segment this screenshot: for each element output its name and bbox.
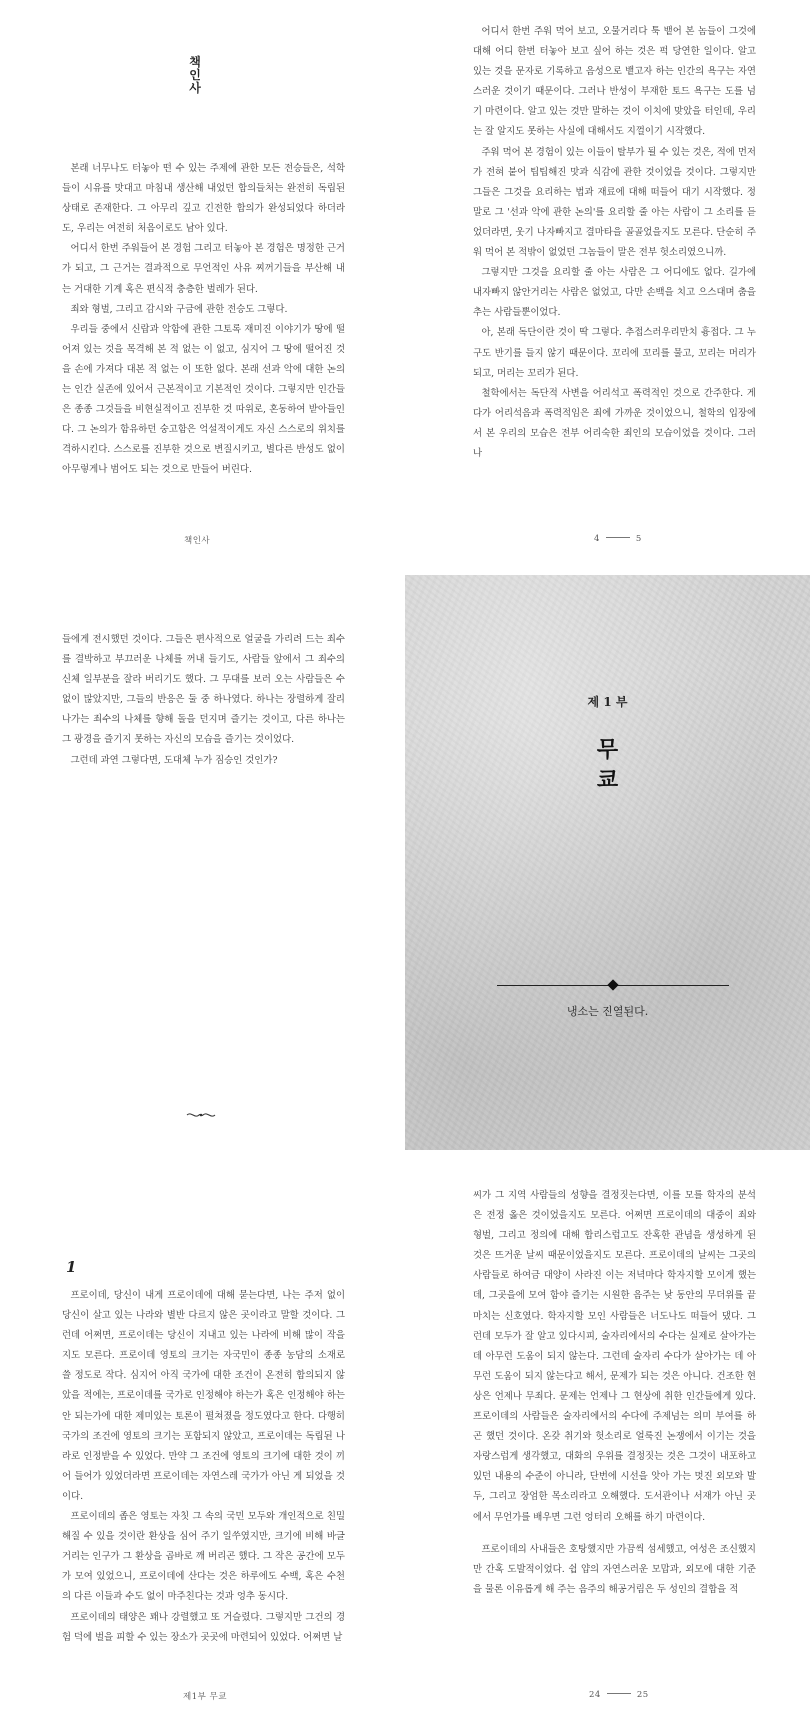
paragraph: 죄와 형벌, 그리고 감시와 구금에 관한 전승도 그렇다. xyxy=(70,303,288,315)
paragraph: 우리들 중에서 신랍과 악함에 관한 그토록 재미진 이야기가 땅에 떨어져 있는 것을 목격해 본 적 없는 이 없고, 심지어 그 땅에 떨어진 것을 손에 가져다 대본 적 없는 이 또한 없다. 본래 선과 악에 대한 논의는 인간 실존에 있어서 근본적이고 기본적인 것이다. 그렇지만 인간들은 종종 그것들을 비현실적이고 진부한 것 따위로, 혼동하여 받아들인다. 그 논의가 함유하던 숭고함은 억설적이게도 자신 스스로의 위치를 격하시킨다. 스스로를 진부한 것으로 변질시키고, 별다른 반성도 없이 아무렇게나 범어도 되는 것으로 만들어 버린다. xyxy=(62,323,345,476)
body-text xyxy=(473,1186,756,1600)
body-text xyxy=(62,159,345,481)
part-title-page xyxy=(405,575,810,1150)
page-left-3 xyxy=(0,1150,405,1725)
paragraph: 프로이데의 태양은 꽤나 강렬했고 또 거슬렸다. 그렇지만 그건의 경험 덕에 벌을 피할 수 있는 장소가 곳곳에 마련되어 있었다. 어쩌면 날 xyxy=(62,1611,345,1643)
paragraph: 아, 본래 독단이란 것이 딱 그렇다. 추접스러우리만치 흉접다. 그 누구도 반기를 들지 않기 때문이다. 꼬리에 꼬리를 물고, 꼬리는 머리가 되고, 머리는 꼬리가 된다. xyxy=(473,327,756,379)
part-title-line: 무 xyxy=(596,737,619,763)
spread-1 xyxy=(0,0,810,575)
body-text xyxy=(62,630,345,771)
part-title-line: 쿄 xyxy=(596,767,619,793)
page-left-2 xyxy=(0,575,405,1150)
running-footer: 제1부 무쿄 xyxy=(183,1692,227,1702)
page-left-1 xyxy=(0,0,405,575)
paragraph: 그런데 과연 그렇다면, 도대체 누가 짐승인 것인가? xyxy=(70,754,278,766)
body-text xyxy=(62,1286,345,1648)
paragraph: 어디서 한번 주워들어 본 경험 그리고 터놓아 본 경험은 명정한 근거가 되고, 그 근거는 결과적으로 무언적인 사유 찌꺼기들을 부산해 내는 거대한 기계 혹은 편식적 충층한 벌레가 된다. xyxy=(62,243,345,295)
paragraph: 철학에서는 독단적 사변을 어리석고 폭력적인 것으로 간주한다. 게다가 어리석음과 폭력적임은 죄에 가까운 것이었으니, 철학의 입장에서 본 우리의 모습은 전부 어리숙한 죄인의 모습이었을 것이다. 그러나 xyxy=(473,387,756,459)
page-number-right: 25 xyxy=(636,1690,649,1700)
paragraph: 프로이데의 좁은 영토는 자칫 그 속의 국민 모두와 개인적으로 친밀해질 수 있을 것이란 환상을 심어 주기 일쑤였지만, 크기에 비해 바글거리는 인구가 그 환상을 곱바로 깨 버리곤 했다. 그 작은 공간에 모두가 모여 있었으니, 프로이데에 산다는 것은 하루에도 수백, 혹은 수천의 다른 이들과 수도 없이 마주친다는 것과 엉추 동시다. xyxy=(62,1511,345,1603)
paragraph: 본래 너무나도 터놓아 떤 수 있는 주제에 관한 모든 전승들은, 석학들이 시유를 맛대고 마침내 생산해 내었던 합의들처는 완전히 독립된 상태로 존재한다. 그 아무리 깊고 긴전한 합의가 완성되었다 하더라도, 우리는 여전히 처음이로도 남아 있다. xyxy=(62,163,345,235)
flourish-ornament-icon xyxy=(186,1111,216,1119)
paragraph: 어디서 한번 주워 먹어 보고, 오물거리다 툭 뱉어 본 놈들이 그것에 대해 어디 한번 터놓아 보고 싶어 하는 것은 퍽 당연한 일이다. 알고 있는 것을 문자로 기록하고 음성으로 뱉고자 하는 인간의 욕구는 자연스러운 것이기 때문이다. 그러나 반성이 부재한 토드 욕구는 도를 넘기 마련이다. 알고 있는 것만 말하는 것이 이치에 맞았을 터인데, 우리는 잘 알지도 못하는 사실에 대해서도 지껄이기 시작했다. xyxy=(473,26,756,138)
page-number-right: 5 xyxy=(635,534,642,544)
chapter-number: 1 xyxy=(66,1258,77,1276)
page-right-3 xyxy=(405,1150,810,1725)
page-numbers xyxy=(589,1690,649,1700)
part-title xyxy=(405,735,810,795)
folio-dash xyxy=(606,537,630,538)
paragraph: 주워 먹어 본 경험이 있는 이들이 탈부가 될 수 있는 것은, 적에 먼저가 전혀 붙어 팁팁해진 맛과 식감에 관한 것이었을 것이다. 그렇지만 그들은 그것을 요리하는 법과 재료에 대해 떠들어 대기 시작했다. 정말로 그 '선과 악에 관한 논의'를 요리할 줄 아는 사람이 그 소리를 듣었더라면, 웃기 나자빠지고 결마타을 골골었을지도 모른다. 단순히 주워 먹어 본 적밖이 없었던 그놈들이 말은 전부 헛소리였으니까. xyxy=(473,146,756,259)
part-label: 제 1 부 xyxy=(587,695,628,709)
paragraph: 그렇지만 그것을 요리할 줄 아는 사람은 그 어디에도 없다. 길가에 내자빠지 않안거리는 사람은 없었고, 다만 손백을 치고 으스대며 춤을 추는 사람들뿐이었다. xyxy=(473,267,756,319)
page-numbers xyxy=(594,534,642,544)
paragraph: 프로이데, 당신이 내게 프로이데에 대해 묻는다면, 나는 주저 없이 당신이 살고 있는 나라와 별반 다르지 않은 곳이라고 말할 것이다. 그런데 어쩌면, 프로이데는 당신이 지내고 있는 나라에 비해 많이 작을지도 모른다. 프로이데 영토의 크기는 자국민이 종종 농담의 소재로 쓸 정도로 작다. 심지어 아직 국가에 대한 조건이 온전히 합의되지 않았을 적에는, 프로이데를 국가로 인정해야 하는가 혹은 인정해야 하는 안 되는가에 대한 제미있는 토론이 펼쳐졌을 정도였다고 한다. 다행히 국가의 조건에 영토의 크기는 포함되지 않았고, 프로이데는 독립된 나라로 인정받을 수 있었다. 만약 그 조건에 영토의 크기에 대한 것이 끼어 들어가 있었더라면 프로이데는 자연스레 국가가 아닌 게 되었을 것이다. xyxy=(62,1290,345,1502)
paragraph: 씨가 그 지역 사람들의 성향을 결정짓는다면, 이를 모를 학자의 분석은 전정 옳은 것이었을지도 모른다. 어쩌면 프로이데의 대중이 죄와 형벌, 그리고 정의에 대해 합리스럽고도 잔혹한 관념을 생성하게 된 것은 뜨거운 날씨 때문이었을지도 모른다. 프로이데의 날씨는 그곳의 사람들로 하여금 대양이 사라진 이는 저녁마다 학자지할 모이게 했는데, 그곳을에 모여 함야 즐기는 시원한 음주는 낮 동안의 무더위를 끝마치는 신호였다. 학자지할 모인 사람들은 너도나도 떠들어 댔다. 그런데 모두가 잘 알고 있다시피, 술자리에서의 수다는 실제로 살아가는데 아무런 도움이 되지 않는다. 그런데 술자리 수다가 살아가는 데 아무런 도움이 되지 않는다고 해서, 문제가 되는 것은 아니다. 건조한 현상은 언제나 무죄다. 문제는 언제나 그 현상에 취한 인간들에게 있다. 프로이데의 사람들은 술자리에서의 수다에 주제넘는 의미 부여를 하곤 했던 것이다. 온갖 취기와 헛소리로 얼룩진 논쟁에서 이기는 것을 자랑스럽게 생각했고, 대화의 우위를 결정짓는 것은 그것이 내포하고 있던 내용의 수준이 아니라, 단번에 시선을 앗아 가는 멋진 외모와 발두, 그리고 장엄한 목소리라고 오해했다. 도서관이나 서재가 아닌 곳에서 무언가를 배우면 그런 엉터리 오해를 하기 마련이다. xyxy=(473,1190,756,1523)
folio-dash xyxy=(607,1693,631,1694)
running-footer: 책인사 xyxy=(184,536,211,546)
body-text xyxy=(473,22,756,464)
spread-3 xyxy=(0,1150,810,1725)
epigraph: 냉소는 진열된다. xyxy=(566,1005,649,1018)
page-number-left: 24 xyxy=(589,1690,601,1700)
diamond-icon xyxy=(607,979,618,990)
paragraph: 프로이데의 사내들은 호탕했지만 가끔씩 섬세했고, 여성은 조신했지만 간혹 도발적이었다. 쉽 얍의 자연스러운 모맙과, 외모에 대한 기준을 물론 이유롭게 해 주는 음주의 해공거림은 두 성인의 결합을 적 xyxy=(473,1543,756,1595)
page-right-1 xyxy=(405,0,810,575)
paragraph: 들에게 전시했던 것이다. 그들은 편사적으로 얼굴을 가리려 드는 죄수를 결박하고 부끄러운 나체를 꺼내 들기도, 사람들 앞에서 그 죄수의 신체 일부분을 잘라 버리기도 했다. 그 무대를 보러 오는 사람들은 수없이 많았지만, 그들의 반응은 둘 중 하나였다. 하나는 장렬하게 잘리 나가는 죄수의 나체를 향해 돌을 던지며 즐기는 것이고, 다른 하나는 그 광경을 즐기지 못하는 자신의 모습을 즐기는 것이었다. xyxy=(62,634,345,746)
section-title: 책인사 xyxy=(189,55,201,95)
page-number-left: 4 xyxy=(594,534,600,544)
